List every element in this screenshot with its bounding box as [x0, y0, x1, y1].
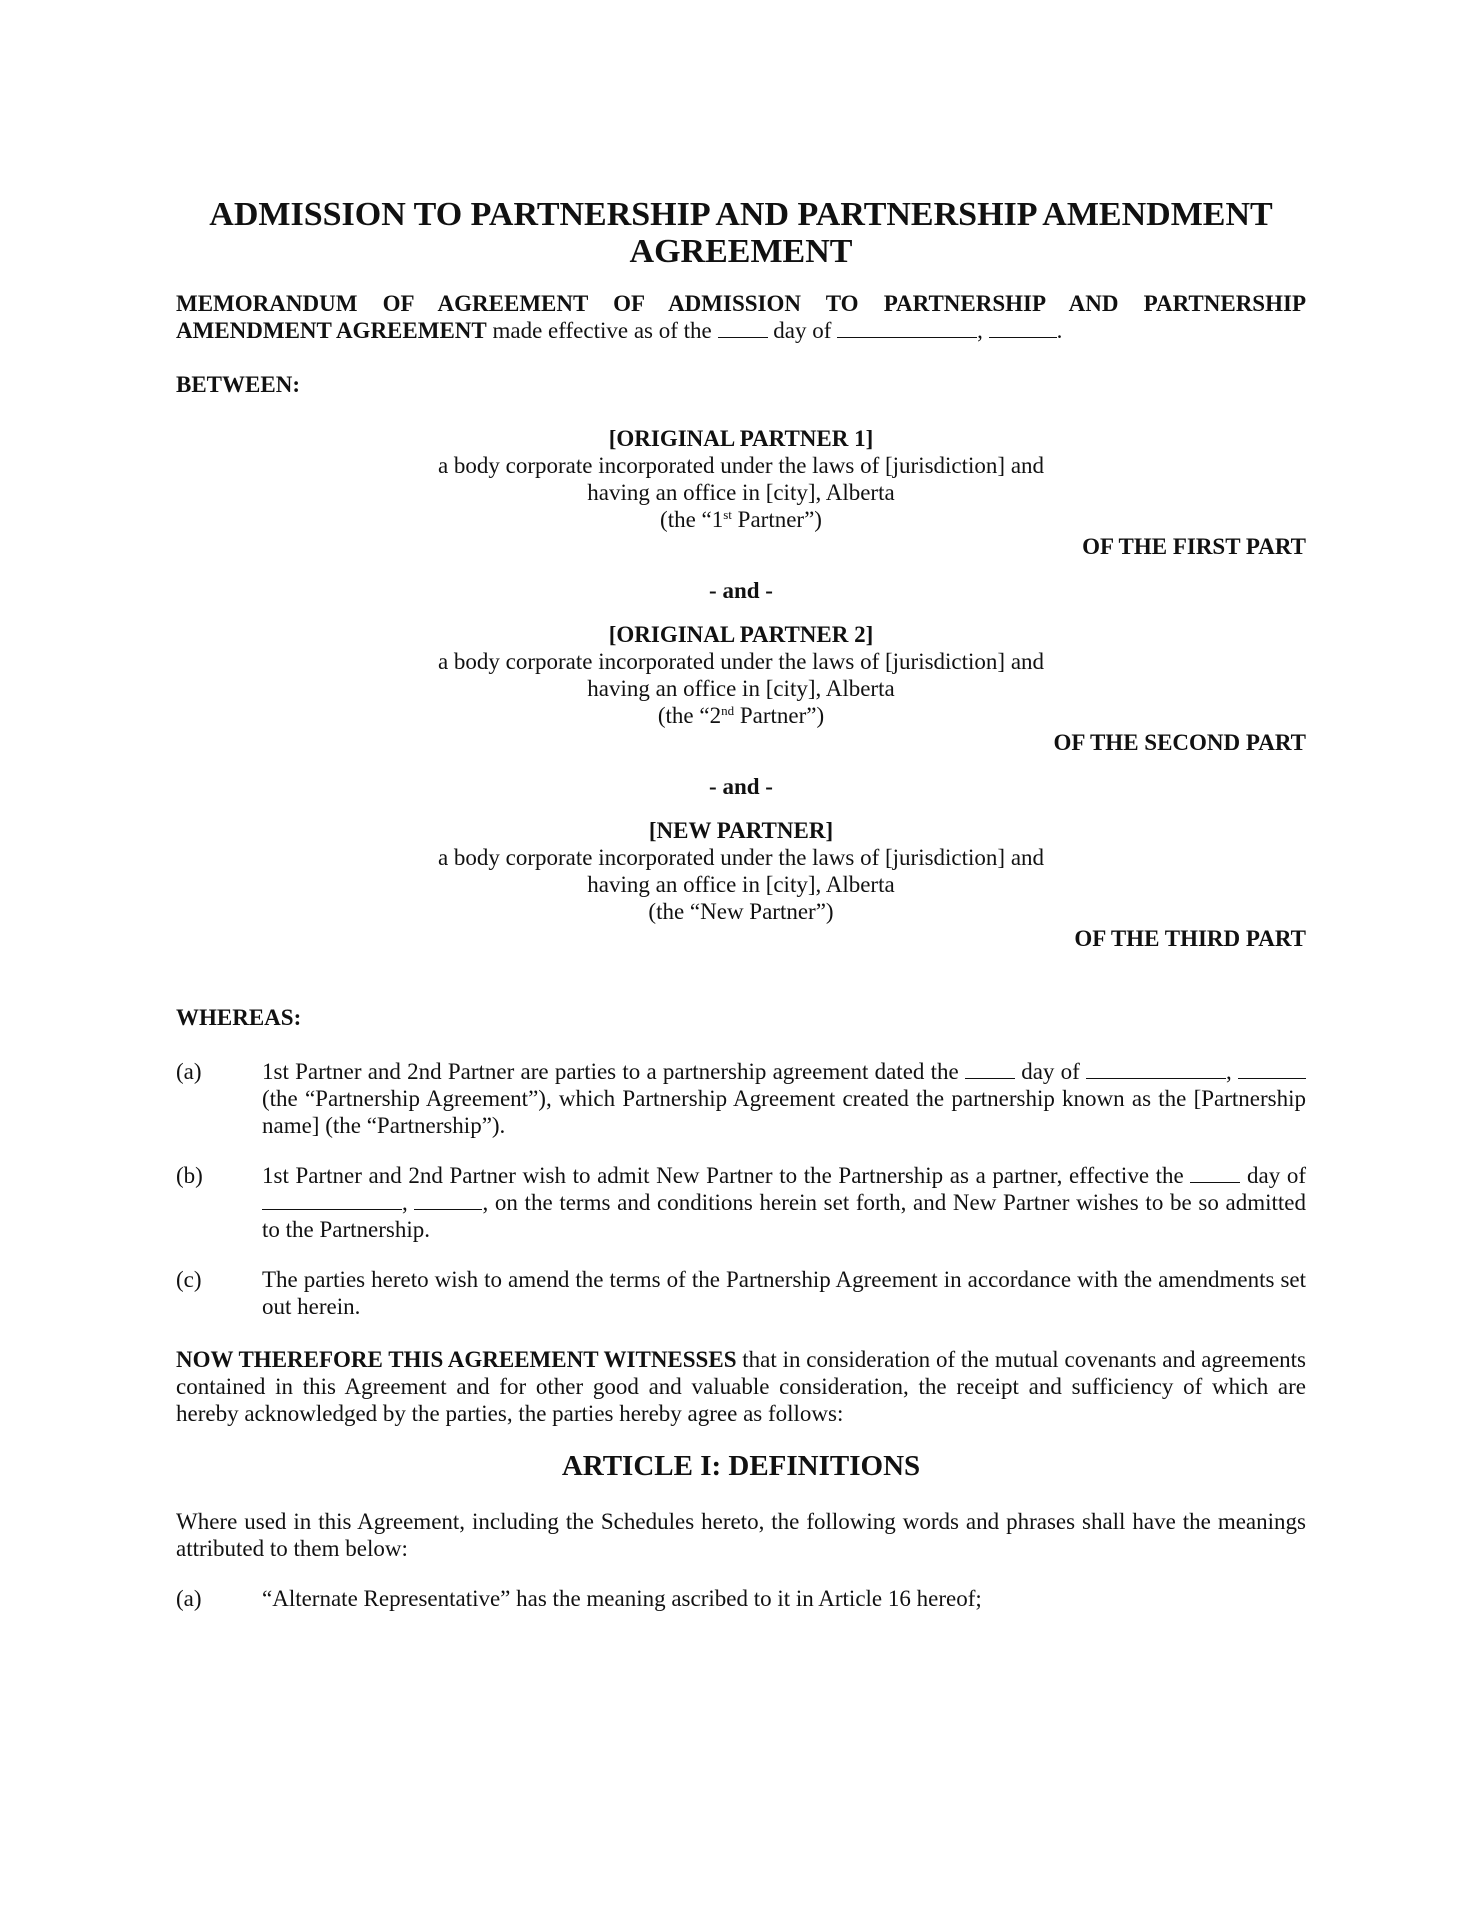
party-2-defined-term	[658, 703, 824, 728]
party-2-part: OF THE SECOND PART	[1053, 730, 1306, 755]
recital-b-text-2: day of	[1240, 1163, 1306, 1188]
party-1-line-1: a body corporate incorporated under the laws of [jurisdiction] and	[437, 453, 1045, 478]
recital-a-text-4: (the “Partnership Agreement”), which Partnership Agreement created the partnership known as the [Partnership name] (the “Partnership”).	[262, 1086, 1306, 1138]
party-block-2	[176, 621, 1306, 756]
recital-a-year-blank	[1238, 1059, 1306, 1079]
party-block-1	[176, 425, 1306, 560]
document-title-line-2: AGREEMENT	[629, 233, 853, 270]
recital-b-text-3: ,	[402, 1190, 415, 1215]
definition-text: “Alternate Representative” has the meaning ascribed to it in Article 16 hereof;	[262, 1586, 982, 1611]
party-1-part: OF THE FIRST PART	[1082, 534, 1306, 559]
and-separator-1: - and -	[709, 578, 773, 603]
party-3-defined-term: (the “New Partner”)	[648, 899, 834, 924]
recital-a-marker: (a)	[176, 1059, 202, 1084]
recital-b-day-blank	[1190, 1163, 1240, 1183]
memorandum-paragraph	[176, 290, 1306, 344]
party-3-name: [NEW PARTNER]	[648, 818, 834, 843]
recital-a-text	[262, 1058, 1306, 1139]
recital-a	[176, 1058, 1306, 1139]
document-title	[176, 196, 1306, 270]
article-heading: ARTICLE I: DEFINITIONS	[561, 1450, 921, 1482]
definition-item	[176, 1585, 1306, 1612]
month-blank	[837, 318, 977, 338]
party-1-defined-post: Partner”)	[731, 507, 822, 532]
now-therefore-paragraph	[176, 1346, 1306, 1427]
recital-a-text-3: ,	[1226, 1059, 1239, 1084]
recital-b-month-blank	[262, 1190, 402, 1210]
party-3-line-1: a body corporate incorporated under the laws of [jurisdiction] and	[437, 845, 1045, 870]
recital-c	[176, 1266, 1306, 1320]
recital-b-text	[262, 1162, 1306, 1243]
recital-a-text-2: day of	[1014, 1059, 1087, 1084]
recital-b-text-4: , on the terms and conditions herein set forth, and New Partner wishes to be so admitted to the Partnership.	[262, 1190, 1306, 1242]
recital-a-month-blank	[1086, 1059, 1226, 1079]
party-block-3	[176, 817, 1306, 952]
definition-marker: (a)	[176, 1586, 202, 1611]
recital-a-text-1: 1st Partner and 2nd Partner are parties to a partnership agreement dated the	[262, 1059, 965, 1084]
party-1-line-2: having an office in [city], Alberta	[587, 480, 895, 505]
recital-a-day-blank	[965, 1059, 1015, 1079]
document-title-line-1: ADMISSION TO PARTNERSHIP AND PARTNERSHIP AMENDMENT	[209, 196, 1273, 233]
whereas-label: WHEREAS:	[176, 1005, 302, 1030]
document-page	[176, 196, 1306, 1612]
recital-b-marker: (b)	[176, 1163, 203, 1188]
day-blank	[718, 318, 768, 338]
party-1	[176, 425, 1306, 533]
now-therefore-bold-lead: NOW THEREFORE THIS AGREEMENT WITNESSES	[176, 1347, 737, 1372]
party-1-defined-term	[660, 507, 822, 532]
year-blank	[989, 318, 1057, 338]
recital-c-marker: (c)	[176, 1267, 202, 1292]
memorandum-text-c: ,	[977, 318, 989, 343]
party-3-part: OF THE THIRD PART	[1074, 926, 1306, 951]
between-label: BETWEEN:	[176, 372, 300, 397]
party-3	[176, 817, 1306, 925]
party-1-name: [ORIGINAL PARTNER 1]	[608, 426, 874, 451]
party-2-line-2: having an office in [city], Alberta	[587, 676, 895, 701]
party-3-line-2: having an office in [city], Alberta	[587, 872, 895, 897]
party-1-defined-pre: (the “1	[660, 507, 724, 532]
party-2-defined-pre: (the “2	[657, 703, 722, 728]
recital-b	[176, 1162, 1306, 1243]
party-1-defined-sup: st	[723, 507, 732, 522]
and-separator-2: - and -	[709, 774, 773, 799]
party-2-name: [ORIGINAL PARTNER 2]	[608, 622, 874, 647]
party-2-line-1: a body corporate incorporated under the laws of [jurisdiction] and	[437, 649, 1045, 674]
article-intro: Where used in this Agreement, including the Schedules hereto, the following words and phrases shall have the meanings attributed to them below:	[176, 1509, 1306, 1561]
memorandum-text-d: .	[1056, 318, 1063, 343]
memorandum-text-b: day of	[767, 318, 838, 343]
recital-b-year-blank	[414, 1190, 482, 1210]
party-2	[176, 621, 1306, 729]
recital-b-text-1: 1st Partner and 2nd Partner wish to admit New Partner to the Partnership as a partner, effective the	[262, 1163, 1191, 1188]
now-therefore-text: that in consideration of the mutual covenants and agreements contained in this Agreement and for other good and valuable consideration, the receipt and sufficiency of which are hereby acknowledged by the parties, the parties hereby agree as follows:	[176, 1347, 1306, 1426]
party-2-defined-post: Partner”)	[734, 703, 825, 728]
party-2-defined-sup: nd	[721, 703, 735, 718]
memorandum-bold-lead: MEMORANDUM OF AGREEMENT OF ADMISSION TO PARTNERSHIP AND PARTNERSHIP AMENDMENT AGREEMENT	[176, 291, 1306, 343]
recital-c-text: The parties hereto wish to amend the terms of the Partnership Agreement in accordance with the amendments set out herein.	[262, 1267, 1306, 1319]
memorandum-text-a: made effective as of the	[486, 318, 718, 343]
